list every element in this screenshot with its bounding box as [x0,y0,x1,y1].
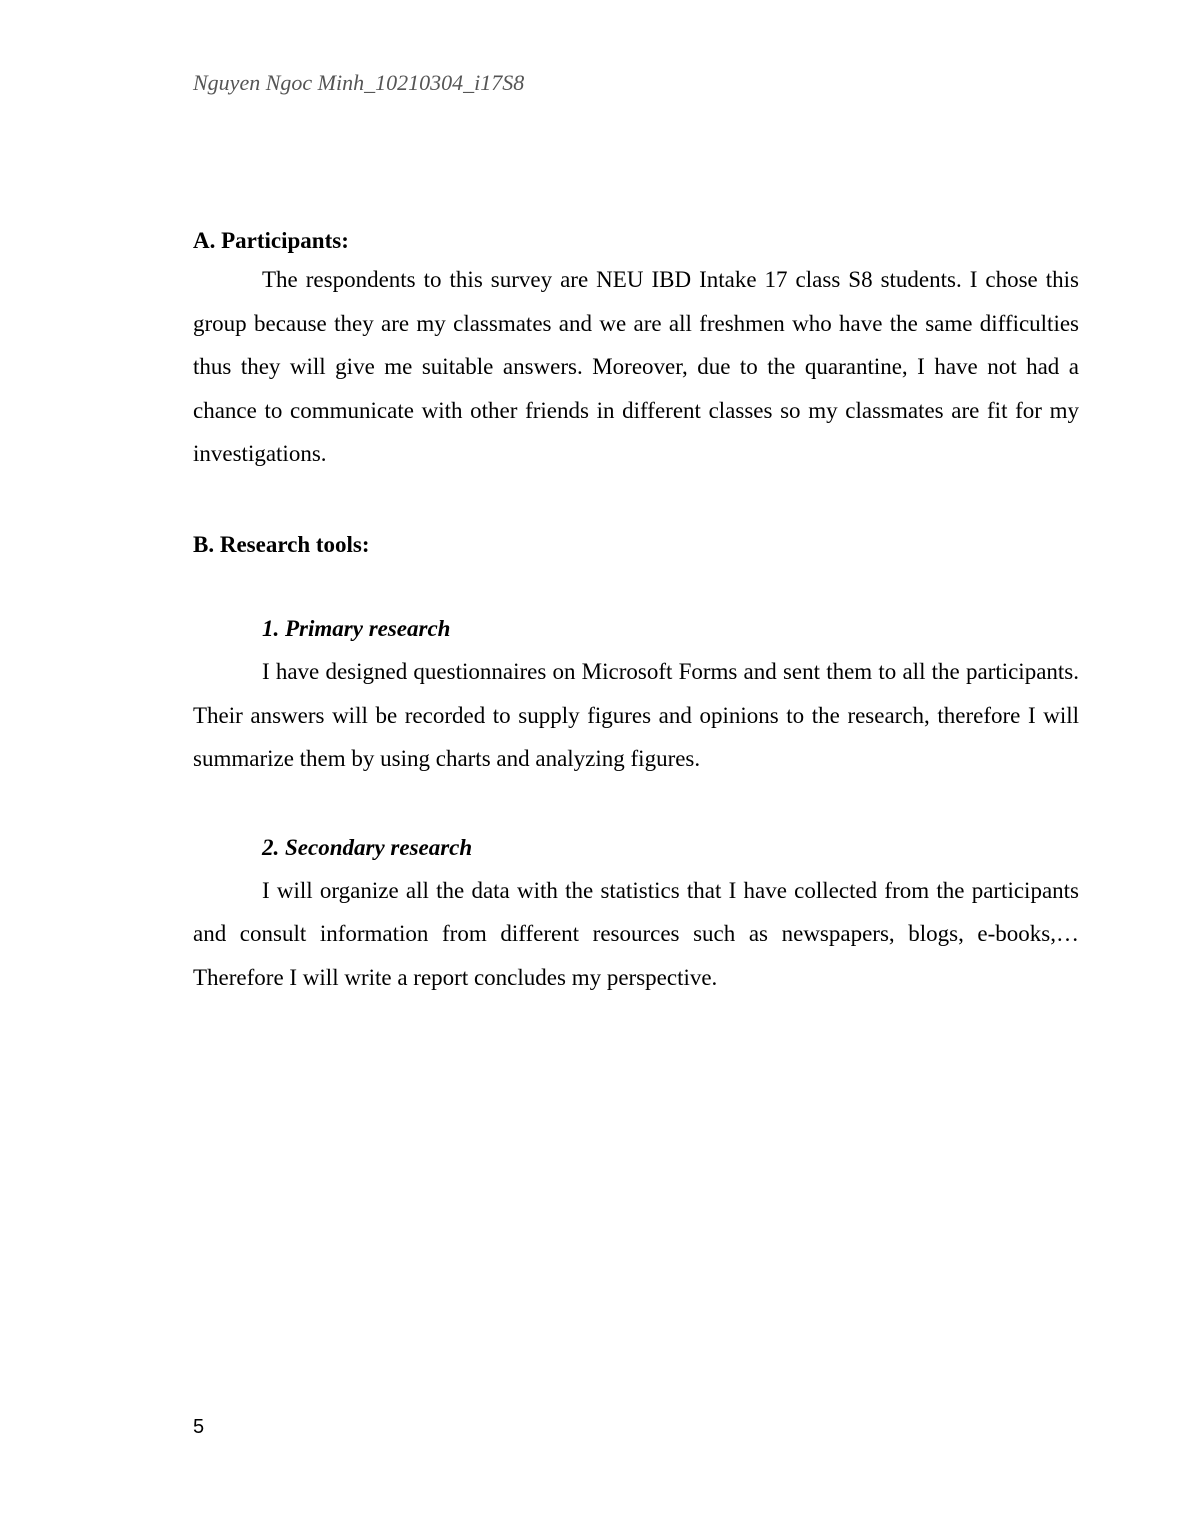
primary-research-paragraph: I have designed questionnaires on Microsoft Forms and sent them to all the participants. Their answers will be recorded to supply figures and opinions to the research, therefore I will summarize them by using charts and analyzing figures. [193,658,1079,772]
secondary-research-paragraph: I will organize all the data with the statistics that I have collected from the participants and consult information from different resources such as newspapers, blogs, e-books,… Therefore I will write a report concludes my perspective. [193,877,1079,990]
document-body [193,224,1079,1000]
section-heading-participants: A. Participants: [193,228,349,253]
participants-paragraph: The respondents to this survey are NEU IBD Intake 17 class S8 students. I chose this group because they are my classmates and we are all freshmen who have the same difficulties thus they will give me suitable answers. Moreover, due to the quarantine, I have not had a chance to communicate with other friends in different classes so my classmates are fit for my investigations. [193,267,1079,467]
page-number: 5 [193,1416,205,1438]
subheading-primary-research: 1. Primary research [262,615,451,641]
subheading-secondary-research: 2. Secondary research [262,834,473,860]
spacer [193,562,1079,612]
section-heading-research-tools: B. Research tools: [193,531,370,557]
running-header-author: Nguyen Ngoc Minh_10210304_i17S8 [193,70,525,95]
spacer [193,476,1079,528]
spacer [193,781,1079,831]
